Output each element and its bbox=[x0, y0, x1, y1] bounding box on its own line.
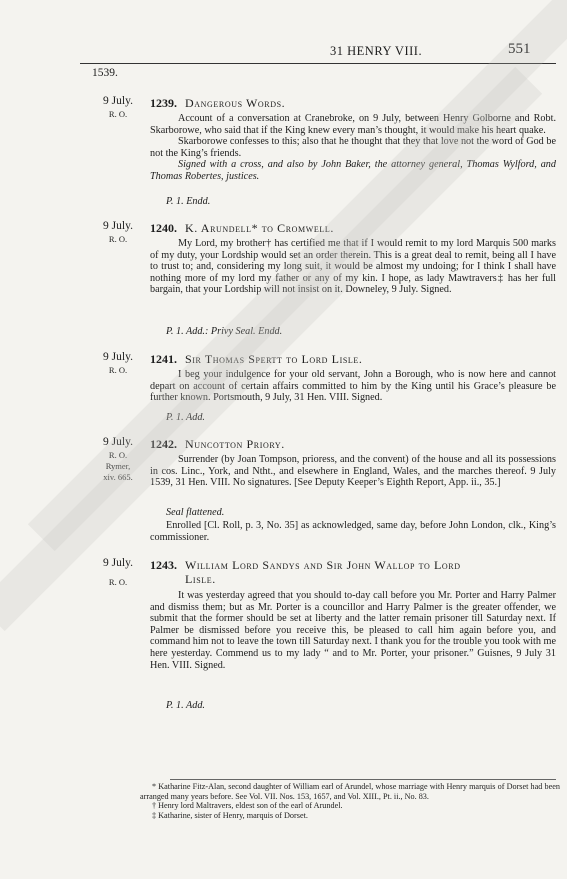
entry-meta: P. 1. Add.: Privy Seal. Endd. bbox=[166, 326, 283, 337]
entry-signed: Signed with a cross, and also by John Baker, the attorney general, Thomas Wylford, and Thomas Robertes, justices. bbox=[150, 159, 556, 182]
entry-margin bbox=[88, 558, 148, 588]
entry-source: R. O. bbox=[108, 234, 128, 244]
entry-paragraph: I beg your indulgence for your old servant, John a Borough, who is now here and cannot depart on account of certain affairs committed to him by the King until his Grace’s pleasure be further known. Portsmouth, 9 July, 31 Hen. VIII. Signed. bbox=[150, 369, 556, 404]
entry-paragraph: It was yesterday agreed that you should to-day call before you Mr. Porter and Harry Palmer and dismiss them; but as Mr. Porter is a councillor and Harry Palmer is the greater offender, we submit that the former should be set at liberty and the latter remain prisoner till Saturday next. If Palmer be dismissed before you receive this, be pleased to call him again before you, and command him not to leave the town till Saturday next. I thank you for the trouble you took with me here yesterday. Commend us to my lady “ and to Mr. Porter, your prisoner.” Guisnes, 9 July 31 Hen. VIII. Signed. bbox=[150, 590, 556, 671]
entry-date: 9 July. bbox=[103, 220, 133, 232]
entry-source: R. O. bbox=[108, 450, 128, 460]
entry-source: R. O. bbox=[108, 577, 128, 587]
footnotes bbox=[140, 782, 560, 820]
entry-paragraph: Surrender (by Joan Tompson, prioress, and the convent) of the house and all its possessions in cos. Linc., York, and Ntht., and elsewhere in England, Wales, and the marches thereof. 9 July 1539, 31 Hen. VIII. No signatures. [See Deputy Keeper’s Eighth Report, App. ii., 35.] bbox=[150, 454, 556, 489]
entry-enrolled bbox=[150, 520, 556, 543]
entry-date: 9 July. bbox=[103, 436, 133, 448]
entry-body bbox=[150, 238, 556, 296]
entry-margin bbox=[88, 437, 148, 483]
entry-source: R. O. bbox=[108, 365, 128, 375]
footnote: ‡ Katharine, sister of Henry, marquis of Dorset. bbox=[152, 810, 308, 820]
year-label: 1539. bbox=[92, 67, 118, 79]
entry-meta: P. 1. Endd. bbox=[166, 196, 211, 207]
running-title: 31 HENRY VIII. bbox=[330, 44, 423, 58]
entry-number: 1241. bbox=[150, 352, 177, 366]
entry-number: 1243. bbox=[150, 558, 177, 572]
entry-title: Dangerous Words. bbox=[185, 96, 286, 110]
entry-paragraph: My Lord, my brother† has certified me that if I would remit to my lord Marquis 500 marks of my duty, your Lordship would set an order therein. This is a great deal to remit, being all I have to trust to; and, considering my long suit, it would be almost my undoing; for I think I shall have nothing more of my lord my father or any of my kin. I hope, as lady Mawtravers‡ has her full bargain, that your Lordship will not insist on it. Downeley, 9 July. Signed. bbox=[150, 238, 556, 296]
entry-body bbox=[150, 369, 556, 404]
entry-body bbox=[150, 454, 556, 489]
footnote: * Katharine Fitz-Alan, second daughter of William earl of Arundel, whose marriage with Henry marquis of Dorset had been arranged many years before. See Vol. VII. Nos. 153, 1657, and Vol. XIII., Pt. ii., No. 83. bbox=[140, 782, 560, 801]
entry-meta: P. 1. Add. bbox=[166, 412, 205, 423]
entry-title: K. Arundell* to Cromwell. bbox=[185, 221, 334, 235]
entry-meta: P. 1. Add. bbox=[166, 700, 205, 711]
entry-reference: xiv. 665. bbox=[103, 472, 133, 482]
entry-paragraph: Skarborowe confesses to this; also that he thought that they that love not the word of God be not the King’s friends. bbox=[150, 136, 556, 159]
footnote-rule bbox=[170, 779, 556, 780]
entry-margin bbox=[88, 352, 148, 376]
entry-paragraph: Enrolled [Cl. Roll, p. 3, No. 35] as acknowledged, same day, before John London, clk., King’s commissioner. bbox=[150, 520, 556, 543]
entry-title: William Lord Sandys and Sir John Wallop to Lord bbox=[185, 558, 461, 572]
entry-title: Nuncotton Priory. bbox=[185, 437, 285, 451]
entry-date: 9 July. bbox=[103, 95, 133, 107]
page-number: 551 bbox=[508, 41, 531, 57]
header-rule bbox=[80, 63, 556, 64]
entry-number: 1242. bbox=[150, 437, 177, 451]
entry-margin bbox=[88, 96, 148, 120]
entry-date: 9 July. bbox=[103, 557, 133, 569]
entry-title: Sir Thomas Spertt to Lord Lisle. bbox=[185, 352, 363, 366]
entry-reference: Rymer, bbox=[105, 461, 131, 471]
entry-paragraph: Account of a conversation at Cranebroke, on 9 July, between Henry Golborne and Robt. Skarborowe, who said that if the King knew every man’s thought, it would make his heart quake. bbox=[150, 113, 556, 136]
entry-margin bbox=[88, 221, 148, 245]
page-header bbox=[0, 40, 567, 64]
entry-meta: Seal flattened. bbox=[166, 507, 225, 518]
entry-title-continued: Lisle. bbox=[185, 572, 216, 586]
footnote: † Henry lord Maltravers, eldest son of the earl of Arundel. bbox=[152, 801, 343, 810]
entry-body bbox=[150, 590, 556, 671]
entry-body bbox=[150, 113, 556, 183]
entry-date: 9 July. bbox=[103, 351, 133, 363]
entry-number: 1240. bbox=[150, 221, 177, 235]
entry-number: 1239. bbox=[150, 96, 177, 110]
entry-source: R. O. bbox=[108, 109, 128, 119]
